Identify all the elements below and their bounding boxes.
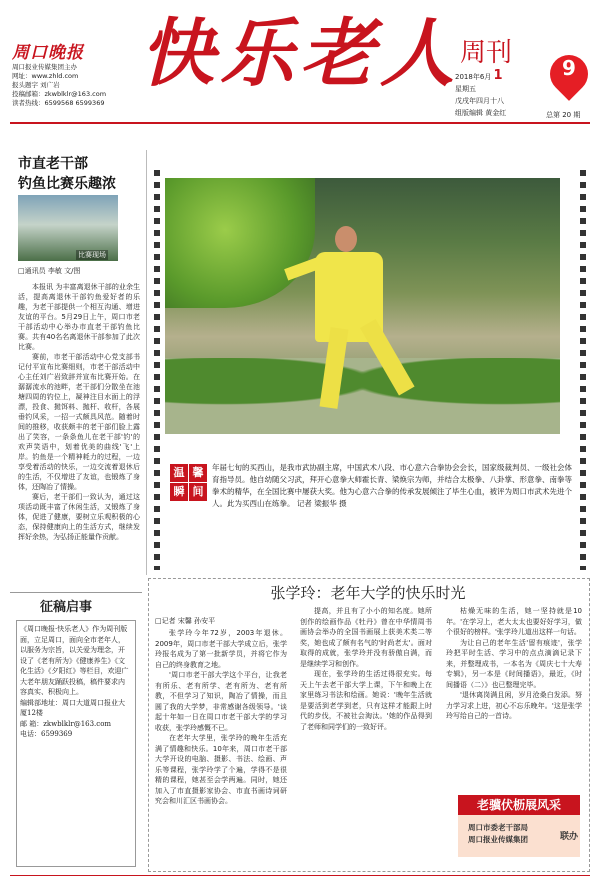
- lead-title-line: 钓鱼比赛乐趣浓: [18, 176, 116, 192]
- promo-joint: 联办: [560, 832, 579, 842]
- total-issue: 总第 20 期: [546, 111, 581, 119]
- lead-body: [18, 282, 140, 542]
- notice-divider: [10, 592, 142, 593]
- editor-line: 组版编辑 黄金红: [455, 109, 507, 117]
- article-column: [155, 628, 287, 807]
- masthead-line: 网址：www.zhld.com: [12, 72, 79, 80]
- masthead-left: [12, 38, 124, 108]
- weekly-label: 周刊: [460, 38, 513, 68]
- lead-photo-label: 比赛现场: [78, 251, 106, 259]
- lead-paragraph: 赛前，市老干部活动中心党支部书记付平宣布比赛细则，市老干部活动中心主任刘广岩致辞并宣布比赛开始。在潺潺流水的池畔，老干部们分散坐在池塘四周的钓位上，凝神注目水面上的浮漂，投食、拋饵料、抛杆、收杆，各展垂钓风采，一招一式颇具风范。随着时间的推移，收获颇丰的老干部们脸上露出了笑容，一条条鱼儿在老干部'钓'的欢声笑语中，划着优美的曲线'飞'上岸。钓鱼是一个精神耗力的过程，一边享受着活动的快乐，一边交流着退休后的生活，不仅增进了友谊，也锻炼了身体，还陶冶了情操。: [18, 353, 140, 491]
- lunar-date: 戊戌年四月十八: [455, 97, 504, 105]
- header-rule: [10, 122, 590, 124]
- article-column: [300, 606, 432, 732]
- page-number: 9: [562, 56, 576, 80]
- masthead-line: 读者热线：6599568 6599369: [12, 99, 105, 107]
- promo-orgs: [468, 822, 528, 846]
- issue-day: 1: [493, 68, 503, 83]
- notice-title: 征稿启事: [40, 600, 93, 615]
- promo-title: 老骥伏枥展风采: [458, 795, 580, 815]
- article-paragraph: 张学玲今年72岁，2003年退休。2009年，周口市老干部大学成立后，张学玲报名成为了第一批新学员，并将它作为自己的终身教育之地。: [155, 629, 287, 669]
- person-head: [335, 226, 357, 252]
- notice-paragraph: 编辑部地址：周口大道周口报业大厦12楼: [20, 698, 125, 717]
- weekday: 星期五: [455, 85, 476, 93]
- article-paragraph: 现在，张学玲的生活过得很充实。每天上午去老干部大学上课，下午和晚上在家里练习书法和绘画。她说：'晚年生活就是要活到老学到老，只有这样才能跟上时代的步伐，不被社会淘汰。'她的作品得到了老师和同学们的一致好评。: [300, 670, 432, 731]
- notice-body: [20, 624, 130, 740]
- feature-photo: [165, 178, 560, 434]
- notice-paragraph: 邮 箱：zkwblklr@163.com: [20, 719, 112, 728]
- hedge-bushes: [165, 358, 560, 434]
- article-byline: □记者 宋馨 孙安平: [155, 617, 216, 625]
- article-paragraph: 提高，并且有了小小的知名度。她所创作的绘画作品《牡丹》曾在中华情周书画协会举办的全国书画展上获美术类二等奖，她也成了颇有名气的'时尚老太'。面对取得的成就，张学玲并没有骄傲自满，而是继续学习和创作。: [300, 607, 432, 668]
- stamp-char: 温: [170, 464, 188, 482]
- filmstrip-right: [580, 170, 586, 570]
- date-line: 2018年6月: [455, 73, 492, 81]
- article-paragraph: '周口市老干部大学这个平台，让我老有所乐、老有所学、老有所为、老有所教，不但学习了知识，陶冶了情操，而且圆了我的大学梦，非常感谢各级领导。'谈起十年如一日在周口市老干部大学的学习收获，张学玲感慨不已。: [155, 671, 287, 732]
- filmstrip-left: [154, 170, 160, 570]
- paper-name: 周口晚报: [12, 43, 84, 63]
- bottom-rule: [10, 875, 590, 876]
- column-divider: [146, 150, 147, 575]
- lead-title: [18, 154, 116, 194]
- article-paragraph: 在老年大学里，张学玲的晚年生活充满了情趣和快乐。10年来，周口市老干部大学开设的电脑、摄影、书法、绘画、声乐等课程，张学玲学了个遍，学得不是很精的课程，她甚至会学两遍。同时，她还加入了市直摄影家协会、市直书画诗词研究会和川汇区书画协会。: [155, 734, 287, 805]
- date-block: [455, 70, 545, 119]
- photo-caption: 年届七旬的买西山，是我市武协副主席，中国武术八段、市心意六合拳协会会长，国家级裁判员、一级社会体育指导员。他自幼随父习武，拜开心意拳大师霍长青、梁焕宗为师，并结合太极拳、八卦掌、形意拳、南拳等拳术的精华，在全国比赛中屡获大奖。他为心意六合拳的传承发展倾注了毕生心血，被评为周口市武术先进个人。此为买西山在练拳。 记者 梁振华 摄: [212, 463, 572, 508]
- notice-paragraph: 电话：6599369: [20, 730, 73, 738]
- lead-paragraph: 本报讯 为丰富离退休干部的业余生活，提高离退休干部钓鱼爱好者的乐趣，为老干部提供一个相互沟通、增进友谊的平台。5月29日上午，周口市老干部活动中心举办市直老干部钓鱼比赛。共有40名名离退休干部参加了此次比赛。: [18, 283, 140, 351]
- notice-paragraph: 《周口晚报·快乐老人》作为周刊版面，立足周口，面向全市老年人，以服务为宗旨，以关爱为理念，开设了《老有所为》《健康养生》《文化生活》《夕阳红》等栏目，欢迎广大老年朋友踊跃投稿，稿件要求内容真实、积极向上。: [20, 625, 129, 696]
- stamp-char: 间: [189, 483, 207, 501]
- masthead-line: 投稿邮箱：zkwblklr@163.com: [12, 90, 107, 98]
- article-title: 张学玲：老年大学的快乐时光: [270, 584, 466, 602]
- tree-foliage: [165, 178, 315, 308]
- article-paragraph: 为让自己的老年生活'留有痕迹'，张学玲把平时生活、学习中的点点滴滴记录下来，并整理成书，一本名为《周庆七十大寿专辑》，另一本是《时间播语》，最近，《时间播语（二）》也已整理完毕。: [446, 638, 582, 689]
- promo-org: 周口市委老干部局: [468, 823, 528, 832]
- section-title: 快乐老人: [140, 11, 460, 97]
- article-column: [446, 606, 582, 722]
- warm-moment-stamp: [170, 464, 208, 502]
- lead-byline: □通讯员 李敏 文/图: [18, 267, 81, 275]
- stamp-char: 瞬: [170, 483, 188, 501]
- article-paragraph: '退休离岗满且闲，岁月沧桑白发添。努力学习求上进，初心不忘乐晚年。'这是张学玲写给自己的一首诗。: [446, 691, 582, 720]
- masthead-line: 周口报业传媒集团主办: [12, 63, 77, 71]
- promo-org: 周口报业传媒集团: [468, 835, 528, 844]
- article-paragraph: 枯燥无味的生活，她一坚持就是10年。'在学习上，老大太太也要好好学习，做个很好的榜样。'张学玲儿道出这样一句话。: [446, 607, 582, 636]
- stamp-char: 馨: [189, 464, 207, 482]
- lead-title-line: 市直老干部: [18, 156, 88, 172]
- masthead-line: 报头题字 刘广岩: [12, 81, 60, 89]
- lead-paragraph: 赛后，老干部们一致认为，通过这项活动既丰富了休闲生活，又锻炼了身体，促进了健康，要树立乐观积极的心态，保持健康向上的生活方式，继续发挥好余热，为弘扬正能量作贡献。: [18, 493, 140, 541]
